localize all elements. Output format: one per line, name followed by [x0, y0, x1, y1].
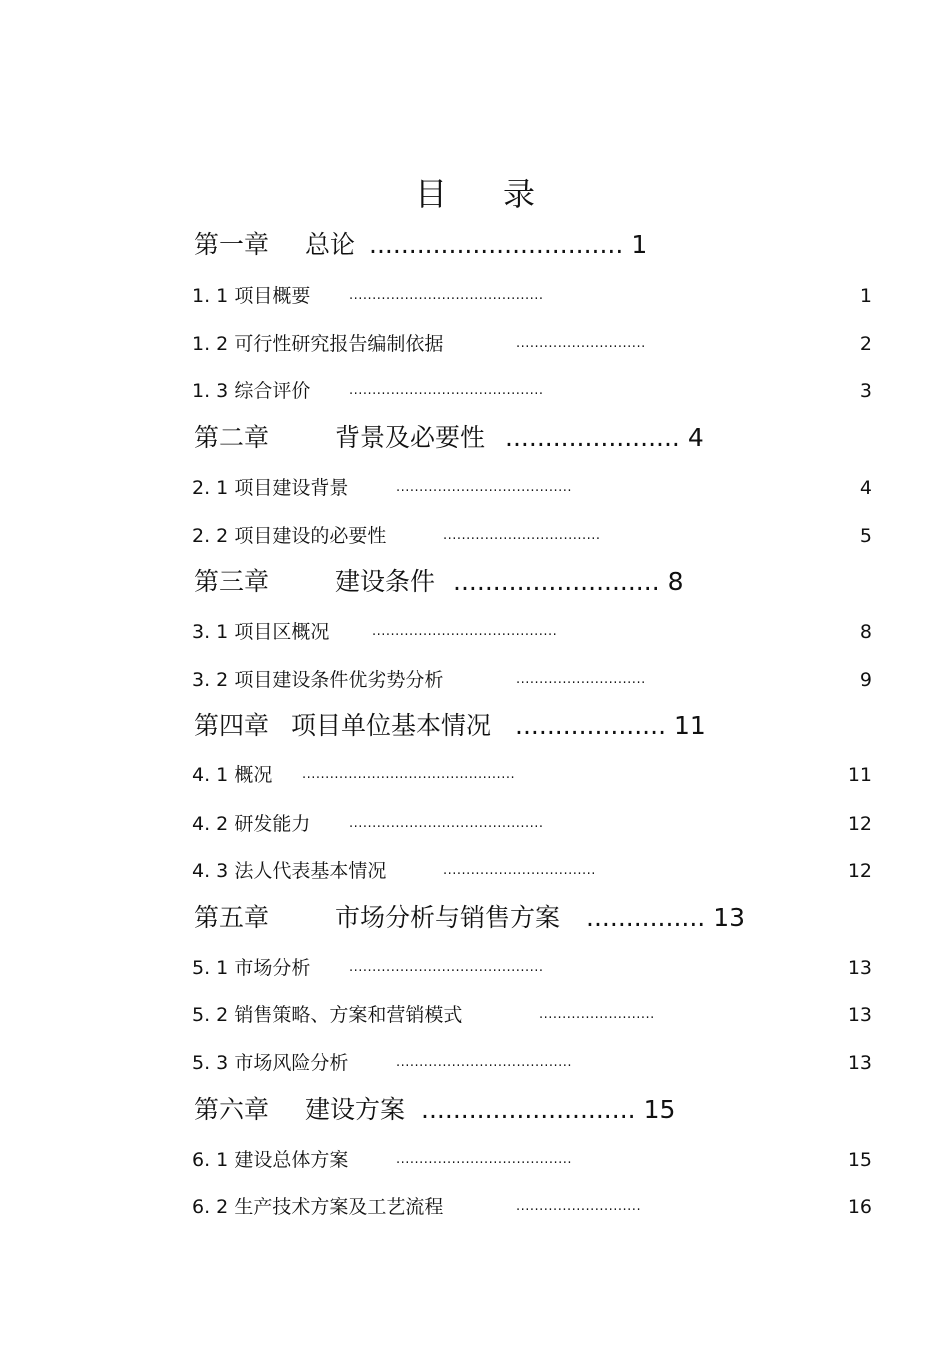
section-number: 1. 2	[192, 333, 229, 355]
chapter-title: 建设方案	[305, 1095, 406, 1124]
dot-leader: ..........................................	[349, 383, 544, 398]
section-title: 项目建设条件优劣势分析	[234, 669, 444, 691]
page-number: 12	[847, 813, 872, 835]
section-number: 5. 1	[192, 957, 229, 979]
page-number: 2	[859, 333, 872, 355]
toc-section-3-2[interactable]	[192, 665, 872, 695]
toc-section-4-2[interactable]	[192, 809, 872, 839]
title-char-2: 录	[503, 175, 536, 213]
page-number: 4	[687, 423, 704, 452]
toc-section-5-2[interactable]	[192, 1000, 872, 1030]
title-char-1: 目	[414, 175, 447, 213]
dot-leader: ...............	[586, 903, 706, 932]
toc-section-2-2[interactable]	[192, 521, 872, 551]
section-number: 4. 1	[192, 764, 229, 786]
chapter-number: 第四章	[194, 711, 270, 740]
chapter-number: 第二章	[194, 423, 270, 452]
section-title: 项目建设的必要性	[234, 525, 387, 547]
section-title: 研发能力	[234, 813, 311, 835]
dot-leader: ..........................................	[349, 288, 544, 303]
page-number: 4	[859, 477, 872, 499]
chapter-number: 第三章	[194, 567, 270, 596]
page-number: 15	[847, 1149, 872, 1171]
section-title: 项目建设背景	[234, 477, 349, 499]
page-number: 15	[643, 1095, 676, 1124]
dot-leader: ......................................	[396, 480, 573, 495]
chapter-title: 市场分析与销售方案	[335, 903, 561, 932]
dot-leader: ...................	[515, 711, 667, 740]
dot-leader: ..........................................	[349, 816, 544, 831]
dot-leader: ......................	[505, 423, 680, 452]
chapter-title: 建设条件	[335, 567, 436, 596]
dot-leader: ......................................	[396, 1055, 573, 1070]
toc-section-4-3[interactable]	[192, 856, 872, 886]
section-number: 4. 3	[192, 860, 229, 882]
section-number: 2. 2	[192, 525, 229, 547]
section-number: 5. 3	[192, 1052, 229, 1074]
page-number: 3	[859, 380, 872, 402]
dot-leader: ..................................	[443, 528, 601, 543]
page-number: 8	[667, 567, 684, 596]
page-number: 9	[859, 669, 872, 691]
dot-leader: .........................	[539, 1007, 655, 1022]
toc-section-1-1[interactable]	[192, 281, 872, 311]
toc-section-1-2[interactable]	[192, 329, 872, 359]
toc-section-4-1[interactable]	[192, 760, 872, 790]
section-number: 6. 1	[192, 1149, 229, 1171]
section-number: 3. 1	[192, 621, 229, 643]
chapter-title: 项目单位基本情况	[291, 711, 492, 740]
dot-leader: ............................	[516, 336, 646, 351]
section-number: 6. 2	[192, 1196, 229, 1218]
toc-section-5-1[interactable]	[192, 953, 872, 983]
page-number: 8	[859, 621, 872, 643]
toc-chapter-2[interactable]	[194, 418, 704, 458]
chapter-title: 背景及必要性	[335, 423, 486, 452]
section-title: 市场风险分析	[234, 1052, 349, 1074]
toc-section-3-1[interactable]	[192, 617, 872, 647]
section-title: 销售策略、方案和营销模式	[234, 1004, 463, 1026]
page-number: 13	[847, 1004, 872, 1026]
toc-chapter-5[interactable]	[194, 898, 745, 938]
dot-leader: ..............................................	[302, 767, 516, 782]
toc-section-1-3[interactable]	[192, 376, 872, 406]
toc-chapter-3[interactable]	[194, 562, 684, 602]
toc-section-6-1[interactable]	[192, 1145, 872, 1175]
section-title: 综合评价	[234, 380, 311, 402]
chapter-number: 第六章	[194, 1095, 270, 1124]
section-title: 生产技术方案及工艺流程	[234, 1196, 444, 1218]
toc-chapter-1[interactable]	[194, 225, 647, 265]
toc-section-6-2[interactable]	[192, 1192, 872, 1222]
section-number: 1. 1	[192, 285, 229, 307]
dot-leader: ..........................................	[349, 960, 544, 975]
section-title: 可行性研究报告编制依据	[234, 333, 444, 355]
page-number: 11	[674, 711, 706, 740]
dot-leader: ..........................	[453, 567, 660, 596]
page-number: 16	[847, 1196, 872, 1218]
section-number: 4. 2	[192, 813, 229, 835]
dot-leader: ........................................	[372, 624, 558, 639]
dot-leader: .................................	[443, 863, 596, 878]
page-number: 13	[713, 903, 746, 932]
section-number: 1. 3	[192, 380, 229, 402]
section-number: 5. 2	[192, 1004, 229, 1026]
section-title: 法人代表基本情况	[234, 860, 387, 882]
dot-leader: ......................................	[396, 1152, 573, 1167]
toc-section-5-3[interactable]	[192, 1048, 872, 1078]
dot-leader: ...........................	[516, 1199, 642, 1214]
page-number: 12	[847, 860, 872, 882]
page-number: 11	[847, 764, 872, 786]
toc-section-2-1[interactable]	[192, 473, 872, 503]
page-number: 13	[847, 1052, 872, 1074]
section-title: 建设总体方案	[234, 1149, 349, 1171]
chapter-number: 第五章	[194, 903, 270, 932]
page-number: 1	[859, 285, 872, 307]
page-number: 13	[847, 957, 872, 979]
section-title: 概况	[234, 764, 273, 786]
section-title: 市场分析	[234, 957, 311, 979]
chapter-title: 总论	[305, 230, 356, 259]
section-title: 项目区概况	[234, 621, 330, 643]
toc-chapter-6[interactable]	[194, 1090, 675, 1130]
page-number: 5	[859, 525, 872, 547]
dot-leader: ............................	[516, 672, 646, 687]
toc-chapter-4[interactable]	[194, 706, 706, 746]
section-number: 3. 2	[192, 669, 229, 691]
section-number: 2. 1	[192, 477, 229, 499]
page-number: 1	[631, 230, 648, 259]
dot-leader: ...........................	[421, 1095, 636, 1124]
dot-leader: ................................	[369, 230, 624, 259]
section-title: 项目概要	[234, 285, 311, 307]
chapter-number: 第一章	[194, 230, 270, 259]
